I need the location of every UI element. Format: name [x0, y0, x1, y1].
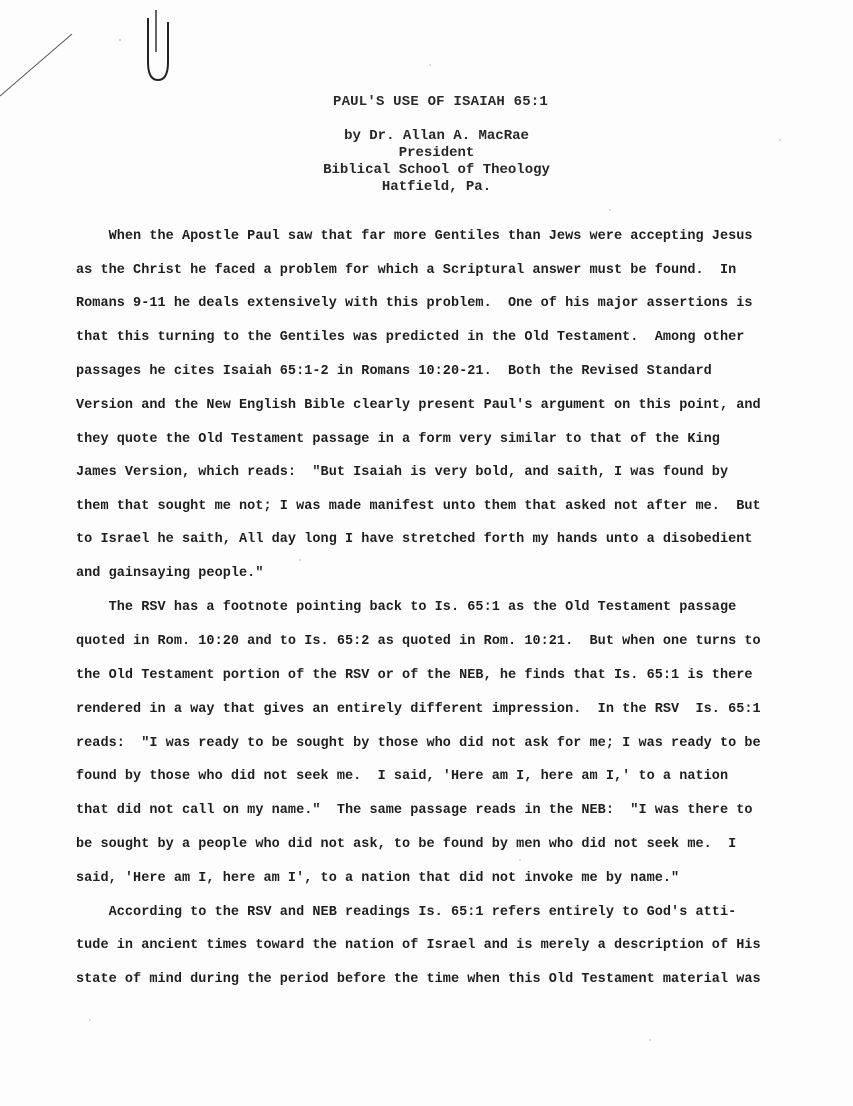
text-line: that this turning to the Gentiles was predicted in the Old Testament. Among other [76, 330, 745, 345]
text-line: rendered in a way that gives an entirely different impression. In the RSV Is. 65:1 [76, 702, 761, 717]
text-line: Version and the New English Bible clearly present Paul's argument on this point, and [76, 398, 761, 413]
document-title: PAUL'S USE OF ISAIAH 65:1 [332, 94, 549, 110]
text-line: them that sought me not; I was made manifest unto them that asked not after me. But [76, 499, 761, 514]
text-line: According to the RSV and NEB readings Is. 65:1 refers entirely to God's atti- [76, 905, 737, 920]
text-line: and gainsaying people." [76, 566, 264, 581]
location-line: Hatfield, Pa. [381, 179, 492, 195]
text-line: to Israel he saith, All day long I have stretched forth my hands unto a disobedient [76, 532, 753, 547]
text-line: the Old Testament portion of the RSV or of the NEB, he finds that Is. 65:1 is there [76, 668, 753, 683]
text-line: When the Apostle Paul saw that far more Gentiles than Jews were accepting Jesus [76, 229, 753, 244]
text-line: state of mind during the period before the time when this Old Testament material was [76, 972, 761, 987]
text-line: found by those who did not seek me. I said, 'Here am I, here am I,' to a nation [76, 769, 729, 784]
text-line: James Version, which reads: "But Isaiah is very bold, and saith, I was found by [76, 465, 729, 480]
paper-clip-mark [148, 18, 168, 80]
text-line: they quote the Old Testament passage in a form very similar to that of the King [76, 432, 720, 447]
text-line: said, 'Here am I, here am I', to a nation that did not invoke me by name." [76, 871, 680, 886]
position-line: President [398, 145, 475, 161]
text-line: quoted in Rom. 10:20 and to Is. 65:2 as quoted in Rom. 10:21. But when one turns to [76, 634, 761, 649]
text-line: tude in ancient times toward the nation of Israel and is merely a description of His [76, 938, 761, 953]
text-line: be sought by a people who did not ask, to be found by men who did not seek me. I [76, 837, 737, 852]
text-line: passages he cites Isaiah 65:1-2 in Romans 10:20-21. Both the Revised Standard [76, 364, 712, 379]
author-line: by Dr. Allan A. MacRae [344, 128, 529, 144]
text-line: that did not call on my name." The same passage reads in the NEB: "I was there to [76, 803, 753, 818]
text-line: reads: "I was ready to be sought by those who did not ask for me; I was ready to be [76, 736, 761, 751]
corner-line-mark [0, 34, 72, 96]
text-line: Romans 9-11 he deals extensively with this problem. One of his major assertions is [76, 296, 753, 311]
byline [10, 128, 853, 196]
text-line: as the Christ he faced a problem for which a Scriptural answer must be found. In [76, 263, 737, 278]
institution-line: Biblical School of Theology [323, 162, 550, 178]
text-line: The RSV has a footnote pointing back to Is. 65:1 as the Old Testament passage [76, 600, 737, 615]
